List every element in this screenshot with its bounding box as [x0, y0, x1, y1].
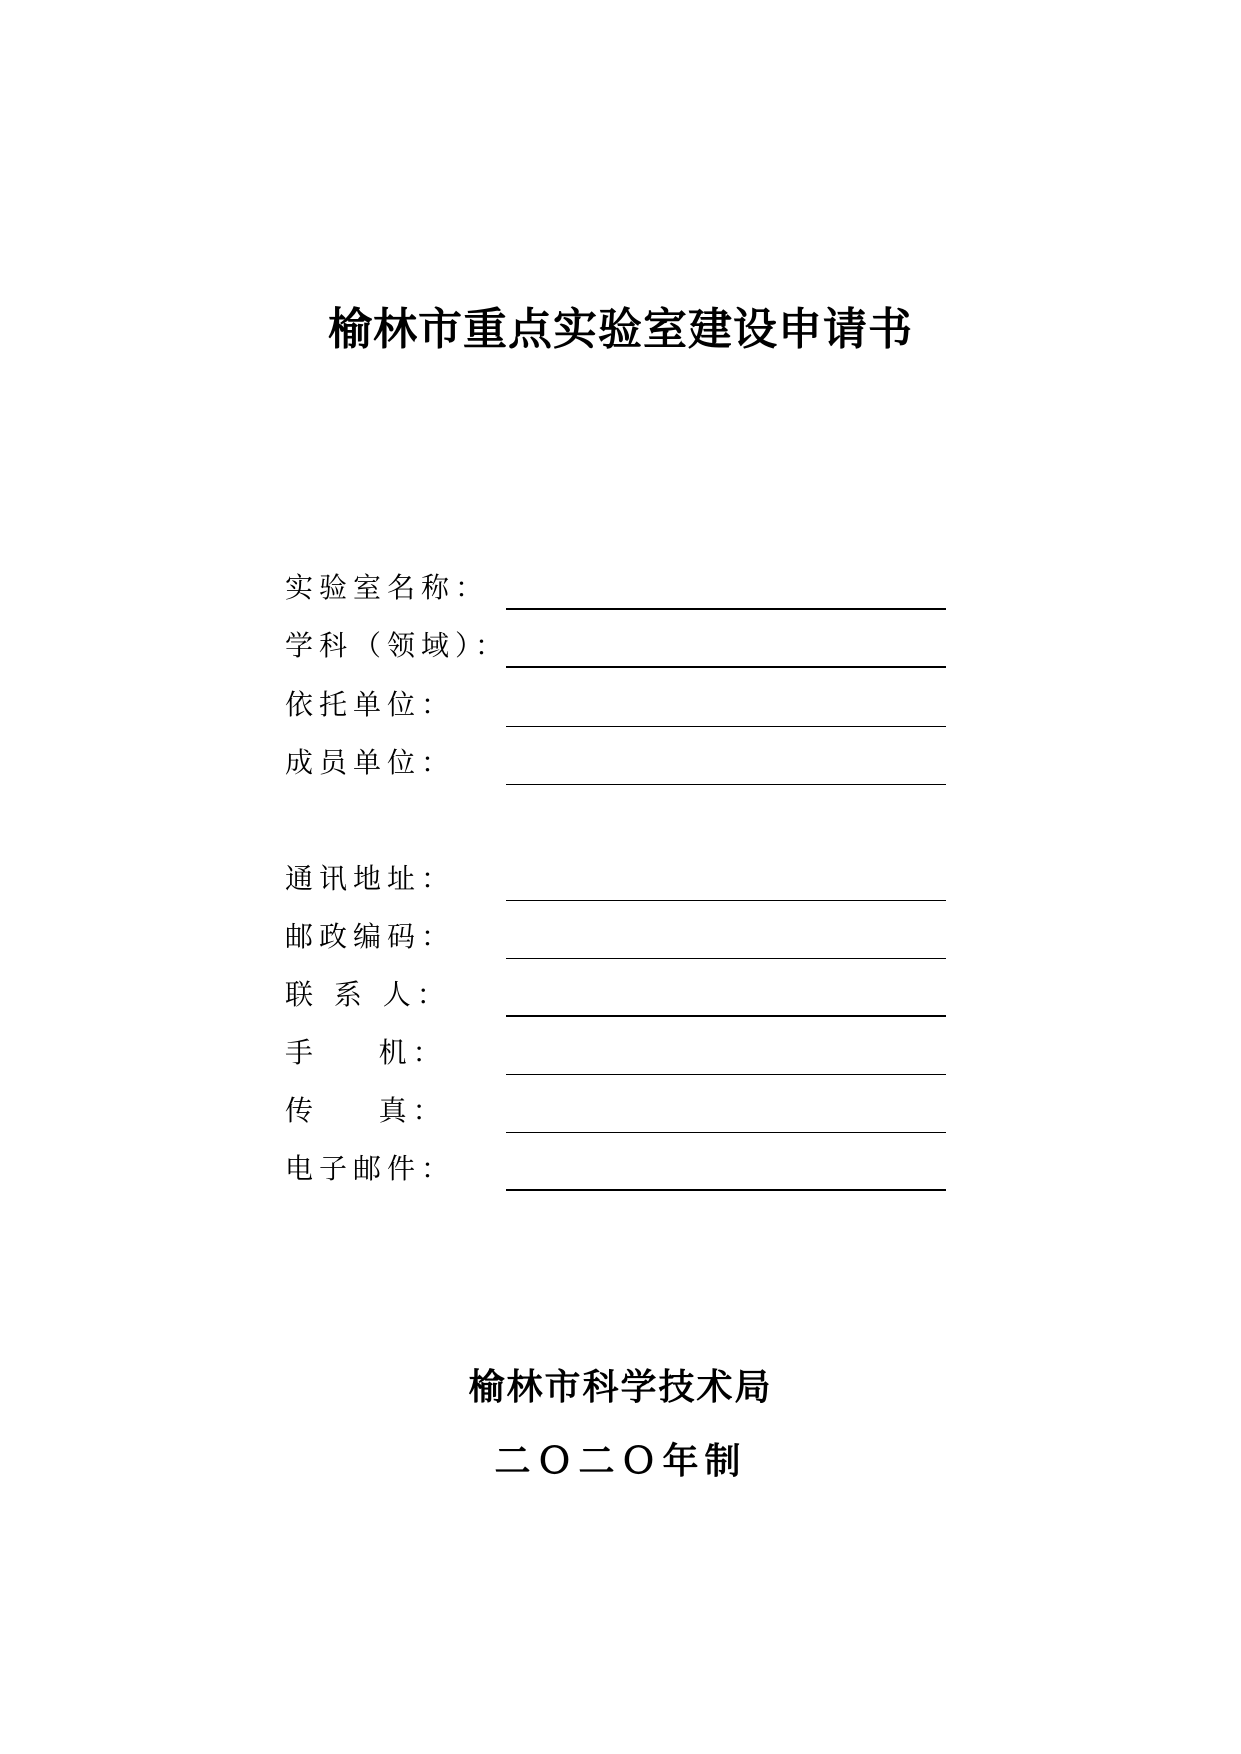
field-contact-person [285, 973, 945, 1017]
field-postcode [285, 915, 945, 959]
field-label: 通讯地址： [285, 862, 456, 895]
field-label: 邮政编码： [285, 920, 456, 953]
field-input-line[interactable] [506, 608, 946, 610]
issuer-name: 榆林市科学技术局 [468, 1366, 773, 1408]
field-member-unit [285, 741, 945, 785]
field-input-line[interactable] [506, 784, 946, 785]
field-label: 成员单位： [285, 746, 456, 779]
field-input-line[interactable] [506, 1132, 946, 1133]
field-input-line[interactable] [506, 666, 946, 668]
field-input-line[interactable] [506, 1074, 946, 1075]
field-label: 手 机： [285, 1036, 447, 1069]
field-input-line[interactable] [506, 958, 946, 959]
field-lab-name [285, 566, 945, 610]
field-host-unit [285, 683, 945, 727]
field-label: 学科（领域）： [285, 629, 510, 662]
field-mobile [285, 1031, 945, 1075]
field-label: 联 系 人： [285, 978, 451, 1011]
field-email [285, 1147, 945, 1191]
field-label: 依托单位： [285, 688, 456, 721]
field-discipline [285, 624, 945, 668]
field-input-line[interactable] [506, 726, 946, 727]
field-address [285, 857, 945, 901]
field-input-line[interactable] [506, 1189, 946, 1191]
field-input-line[interactable] [506, 900, 946, 901]
document-title: 榆林市重点实验室建设申请书 [328, 304, 913, 355]
field-input-line[interactable] [506, 1015, 946, 1017]
field-label: 电子邮件： [285, 1152, 456, 1185]
field-fax [285, 1089, 945, 1133]
field-label: 传 真： [285, 1094, 447, 1127]
issue-year: 二Ｏ二Ｏ年制 [494, 1440, 747, 1482]
field-label: 实验室名称： [285, 571, 490, 604]
